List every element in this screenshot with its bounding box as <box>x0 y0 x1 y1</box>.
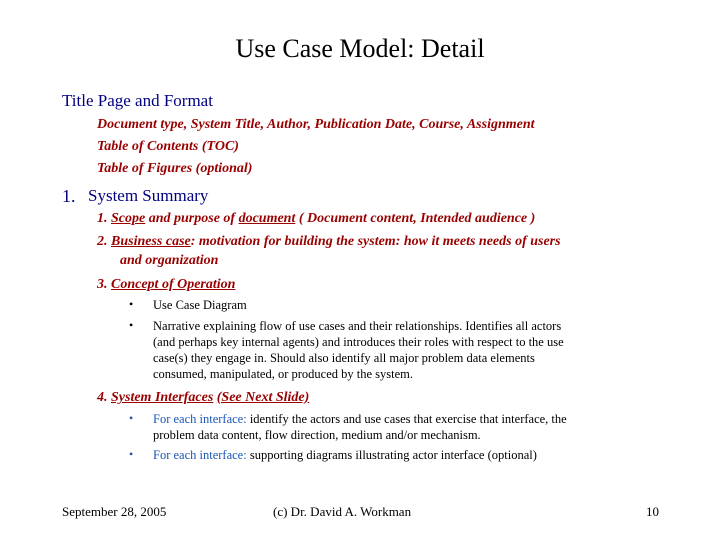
section-heading-title-page: Title Page and Format <box>62 91 213 110</box>
bullet-text: problem data content, flow direction, medium and/or mechanism. <box>153 428 481 442</box>
bullet-text <box>153 411 567 428</box>
page-title: Use Case Model: Detail <box>235 34 485 63</box>
footer-page-number: 10 <box>646 504 659 519</box>
item-text: and purpose of <box>145 211 239 226</box>
see-next-slide-link[interactable]: (See Next Slide) <box>216 390 310 405</box>
bullet-text: case(s) they engage in. Should also identify all major problem data elements <box>153 351 535 365</box>
business-case-link[interactable]: Business case <box>111 234 191 249</box>
bullet-text: Narrative explaining flow of use cases and their relationships. Identifies all actors <box>153 319 562 333</box>
item-text: : motivation for building the system: how it meets needs of users <box>190 234 561 249</box>
bullet-icon: • <box>129 411 134 425</box>
footer-author: (c) Dr. David A. Workman <box>273 504 412 519</box>
item-number: 2. <box>97 234 108 249</box>
bullet-text <box>153 447 537 464</box>
item-number: 3. <box>97 277 108 292</box>
concept-of-operation-link[interactable]: Concept of Operation <box>111 277 236 292</box>
bullet-text: Use Case Diagram <box>153 298 247 312</box>
summary-item-1 <box>97 211 535 227</box>
summary-item-4 <box>97 390 309 406</box>
bullet-rest: identify the actors and use cases that exercise that interface, the <box>246 412 567 426</box>
section-heading-system-summary: System Summary <box>88 186 209 205</box>
bullet-text: (and perhaps key internal agents) and introduces their roles with respect to the use <box>153 335 564 349</box>
scope-link[interactable]: Scope <box>111 211 146 226</box>
summary-item-2 <box>97 234 561 250</box>
bullet-icon: • <box>129 297 134 311</box>
title-page-item: Table of Contents (TOC) <box>97 139 239 154</box>
bullet-text: consumed, manipulated, or produced by the system. <box>153 367 414 381</box>
bullet-icon: • <box>129 318 134 332</box>
item-number: 4. <box>97 390 108 405</box>
summary-item-3 <box>97 277 235 293</box>
bullet-lead: For each interface: <box>153 448 247 462</box>
title-page-item: Document type, System Title, Author, Publication Date, Course, Assignment <box>97 117 535 132</box>
item-text: ( Document content, Intended audience ) <box>295 211 536 226</box>
document-link[interactable]: document <box>238 211 296 226</box>
footer-date: September 28, 2005 <box>62 504 167 519</box>
system-interfaces-link[interactable]: System Interfaces <box>111 390 214 405</box>
section-number: 1. <box>62 186 76 206</box>
bullet-rest: supporting diagrams illustrating actor interface (optional) <box>246 448 537 462</box>
title-page-item: Table of Figures (optional) <box>97 161 253 176</box>
bullet-lead: For each interface: <box>153 412 247 426</box>
item-number: 1. <box>97 211 108 226</box>
summary-item-2-cont: and organization <box>120 253 219 268</box>
bullet-icon: • <box>129 447 134 461</box>
